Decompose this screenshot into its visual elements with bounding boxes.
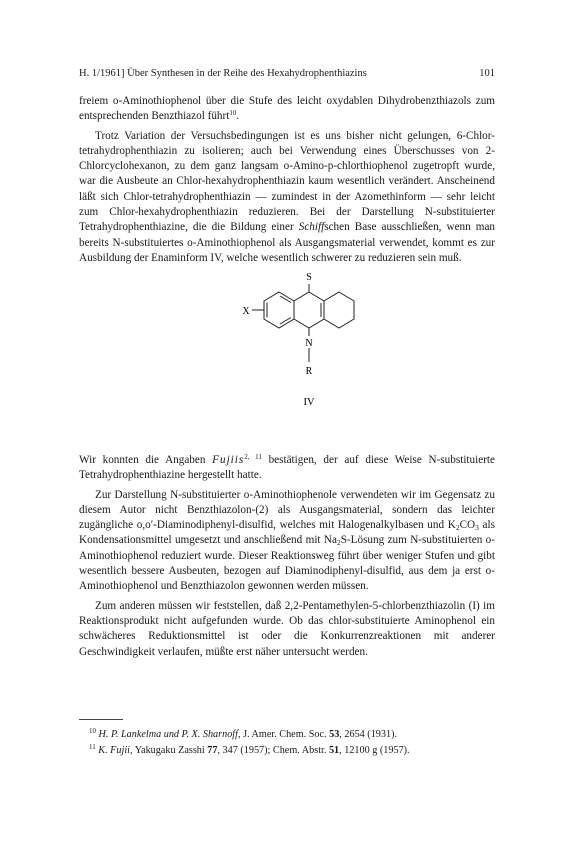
paragraph-1 — [79, 94, 495, 125]
author-name-fujii: Fujiis — [212, 454, 245, 466]
running-head-title: H. 1/1961] Über Synthesen in der Reihe des Hexahydrophenthiazins — [79, 68, 367, 79]
body-text-upper — [79, 94, 495, 266]
footnote-pages: , 12100 g (1957). — [339, 745, 410, 757]
paragraph-4-text: Zur Darstellung N-substituierter o-Aminothiophenole verwendeten wir im Gegensatz zu diesem Autor nicht Benzthiazolon-(2) als Ausgangsmaterial, sondern das leichter zugängliche o,o′-Diaminodiphenyl-disulfid, welches mit Halogenalkylbasen und K — [79, 488, 495, 532]
footnote-ref-10: 10 — [229, 109, 237, 118]
body-text-lower — [79, 453, 495, 660]
footnote-volume: 53 — [329, 729, 340, 740]
footnote-ref-2-11: 2, 11 — [244, 453, 262, 461]
page-number: 101 — [479, 68, 495, 79]
footnote-rule — [79, 719, 123, 720]
footnote-volume: 77 — [207, 745, 218, 757]
footnote-10 — [79, 728, 495, 742]
double-bond-line — [280, 296, 291, 303]
paragraph-3-start: Wir konnten die Angaben — [79, 454, 206, 466]
subscript: 2 — [455, 523, 460, 533]
footnote-journal: Yakugaku Zasshi — [132, 745, 208, 757]
paragraph-2-text: Trotz Variation der Versuchsbedingungen ist es uns bisher nicht gelungen, 6-Chlor-tetrahydrophenthiazin zu isolieren; auch bei Verwendung eines Überschusses von 2-Chlorcyclohexanon, zu dem ganz langsam o-Amino-p-chlorthiophenol zugetropft wurde, war die Ausbeute an Chlor-hexahydrophenthiazin kaum wesentlich verändert. Anscheinend läßt sich Chlor-tetrahydrophenthiazin — zumindest in der Azomethinform — sehr leicht zum Chlor-hexahydrophenthiazin reduzieren. Bei der Darstellung N-substituierter Tetrahydrophenthiazine, die die Bildung einer — [79, 129, 495, 234]
subscript: 2 — [336, 538, 341, 548]
structure-label: IV — [303, 397, 315, 408]
atom-n: N — [305, 338, 313, 349]
paragraph-5: Zum anderen müssen wir feststellen, daß 2,2-Pentamethylen-5-chlorbenzthiazolin (I) im Reaktionsprodukt nicht aufgefunden wurde. Ob das chlor-substituierte Aminophenol ein schwächeres Reduktionsmittel ist oder die Konkurrenzreaktionen mit anderer Geschwindigkeit verlaufen, müßte erst näher untersucht werden. — [79, 599, 495, 658]
paragraph-2-end: schen Base ausschließen, wenn man bereits N-substituiertes o-Aminothiophenol als Ausgangsmaterial verwendet, kommt es zur Ausbildung der Enaminform IV, welche wesentlich schwerer zu reduzieren sein muß. — [79, 221, 496, 264]
footnote-journal: J. Amer. Chem. Soc. — [240, 729, 330, 740]
subscript: 3 — [475, 523, 479, 533]
footnote-volume: 51 — [328, 745, 340, 757]
footnote-number: 10 — [89, 727, 96, 735]
paragraph-2 — [79, 129, 495, 267]
atom-s: S — [306, 272, 312, 283]
paragraph-3-end: bestätigen, der auf diese Weise N-substituierte Tetrahydrophenthiazine hergestellt hatte. — [79, 454, 495, 482]
footnotes — [79, 728, 495, 760]
paragraph-3 — [79, 453, 495, 484]
double-bond-line — [280, 318, 291, 325]
footnote-authors: K. Fujii, — [98, 745, 133, 757]
formula-part: CO — [459, 519, 476, 532]
footnote-11 — [79, 744, 495, 758]
footnote-pages: , 347 (1957); Chem. Abstr. — [217, 745, 329, 757]
footnote-authors: H. P. Lankelma und P. X. Sharnoff, — [98, 729, 241, 740]
atom-r: R — [305, 366, 313, 377]
paragraph-4-mid: als Kondensationsmittel umgesetzt und anschließend mit Na — [79, 519, 495, 547]
chemical-structure-iv — [244, 262, 364, 412]
paragraph-4-end: S-Lösung zum N-substituierten o-Aminothiophenol reduziert wurde. Dieser Reaktionsweg führt über weniger Stufen und gibt wesentlich bessere Ausbeuten, bezogen auf Diaminodiphenyl-disulfid, aus dem ja erst o-Aminothiophenol und Benzthiazolon gewonnen werden müssen. — [79, 534, 495, 593]
author-name-schiff: Schiff — [298, 221, 325, 234]
paragraph-1-text: freiem o-Aminothiophenol über die Stufe des leicht oxydablen Dihydrobenzthiazols zum entsprechenden Benzthiazol führt — [79, 95, 495, 123]
footnote-pages: , 2654 (1931). — [339, 729, 398, 740]
cyclohexene-ring — [324, 292, 354, 328]
thiazine-ring — [294, 292, 324, 328]
benzene-ring — [264, 292, 294, 328]
atom-x: X — [242, 306, 250, 317]
paragraph-1-end: . — [236, 110, 240, 123]
footnote-number: 11 — [89, 743, 96, 752]
running-head — [79, 66, 495, 82]
paragraph-4 — [79, 488, 495, 595]
